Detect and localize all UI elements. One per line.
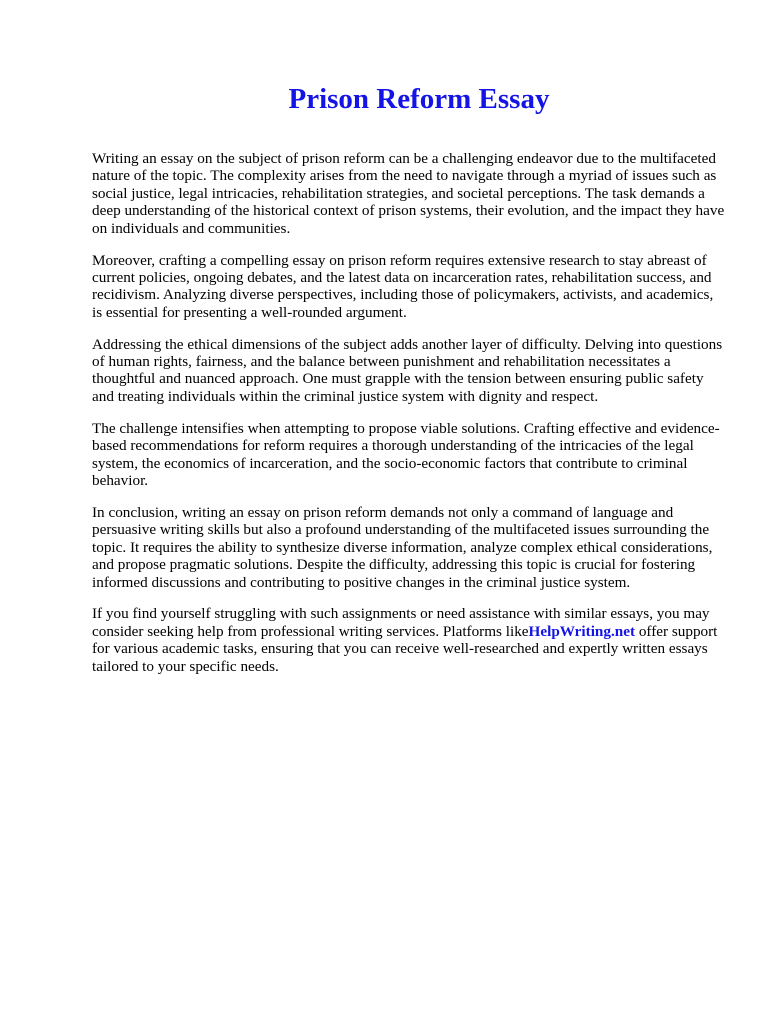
paragraph-solutions: The challenge intensifies when attempting to propose viable solutions. Crafting effective and evidence-based recommendations for reform requires a thorough understanding of the intricacies of the legal system, the economics of incarceration, and the socio-economic factors that contribute to criminal behavior.: [92, 419, 720, 489]
paragraph-research: Moreover, crafting a compelling essay on prison reform requires extensive research to stay abreast of current policies, ongoing debates, and the latest data on incarceration rates, rehabilitation success, and recidivism. Analyzing diverse perspectives, including those of policymakers, activists, and academics, is essential for presenting a well-rounded argument.: [92, 251, 714, 321]
paragraph-ethics: Addressing the ethical dimensions of the subject adds another layer of difficulty. Delving into questions of human rights, fairness, and the balance between punishment and rehabilitation necessitates a thoughtful and nuanced approach. One must grapple with the tension between ensuring public safety and treating individuals within the criminal justice system with dignity and respect.: [92, 335, 723, 405]
help-text-before-link: If you find yourself struggling with such assignments or need assistance with similar essays, you may consider seeking help from professional writing services. Platforms like: [92, 605, 710, 640]
paragraph-help: [92, 605, 726, 675]
paragraph-conclusion: In conclusion, writing an essay on prison reform demands not only a command of language and persuasive writing skills but also a profound understanding of the multifaceted issues surrounding the topic. It requires the ability to synthesize diverse information, analyze complex ethical considerations, and propose pragmatic solutions. Despite the difficulty, addressing this topic is crucial for fostering informed discussions and contributing to positive changes in the criminal justice system.: [92, 503, 713, 591]
help-text-after-link: offer support for various academic tasks, ensuring that you can receive well-researched and expertly written essays tailored to your specific needs.: [92, 622, 718, 675]
page-title: Prison Reform Essay: [288, 83, 550, 115]
paragraph-intro: Writing an essay on the subject of prison reform can be a challenging endeavor due to the multifaceted nature of the topic. The complexity arises from the need to navigate through a myriad of issues such as social justice, legal intricacies, rehabilitation strategies, and societal perceptions. The task demands a deep understanding of the historical context of prison systems, their evolution, and the impact they have on individuals and communities.: [92, 150, 725, 237]
helpwriting-link[interactable]: HelpWriting.net: [528, 622, 636, 640]
